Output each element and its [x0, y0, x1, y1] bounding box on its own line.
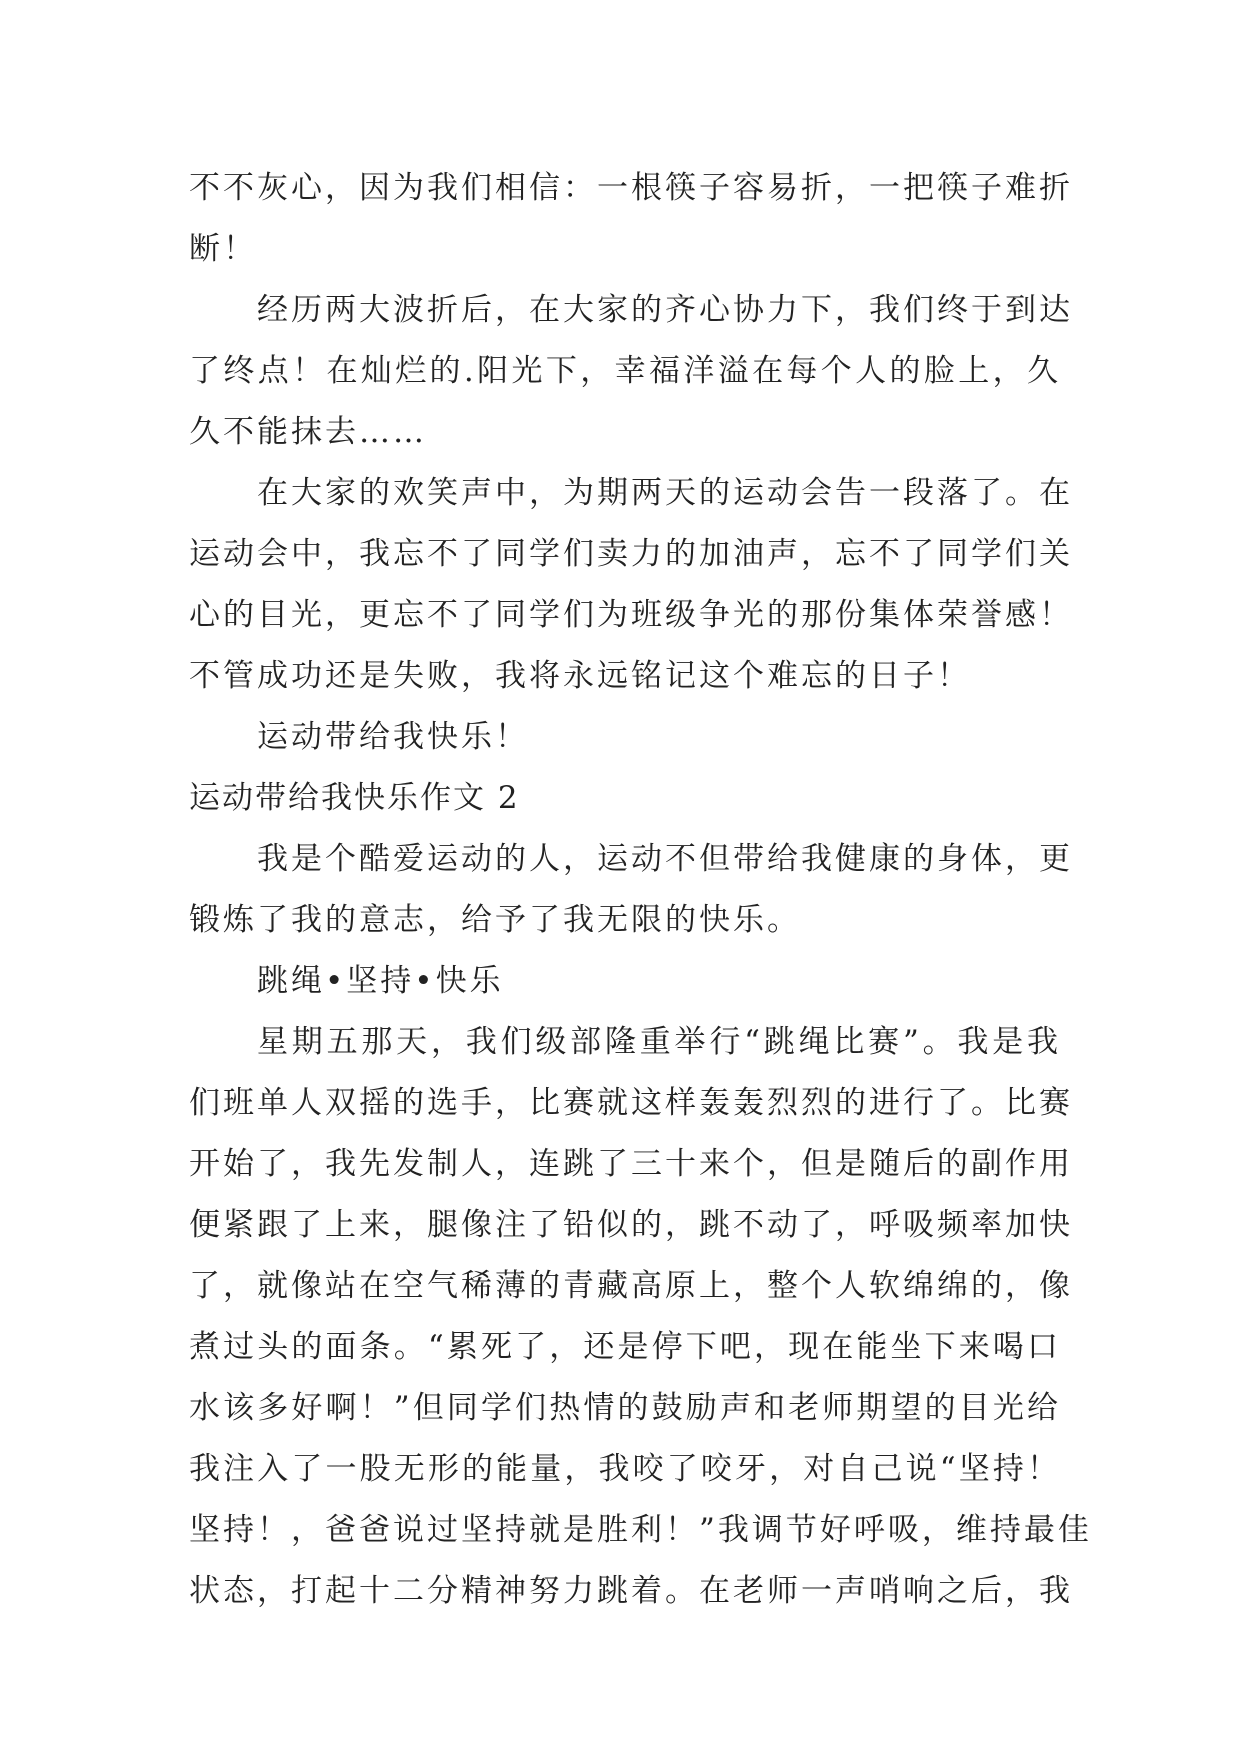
text-line: 们班单人双摇的选手，比赛就这样轰轰烈烈的进行了。比赛 [189, 1085, 1073, 1121]
text-line: 跳绳•坚持•快乐 [257, 963, 504, 999]
text-line: 久不能抹去…… [189, 414, 427, 450]
text-line: 了，就像站在空气稀薄的青藏高原上，整个人软绵绵的，像 [189, 1268, 1073, 1304]
text-line: 在大家的欢笑声中，为期两天的运动会告一段落了。在 [257, 475, 1073, 511]
text-line: 运动带给我快乐！ [257, 719, 529, 755]
text-line: 锻炼了我的意志，给予了我无限的快乐。 [189, 902, 801, 938]
document-body [189, 158, 1092, 1622]
text-line: 心的目光，更忘不了同学们为班级争光的那份集体荣誉感！ [189, 597, 1073, 633]
paragraph [189, 280, 1073, 463]
text-line: 状态，打起十二分精神努力跳着。在老师一声哨响之后，我 [189, 1573, 1073, 1609]
paragraph [189, 158, 1073, 280]
text-line: 煮过头的面条。“累死了，还是停下吧，现在能坐下来喝口 [189, 1329, 1061, 1365]
paragraph [189, 951, 1061, 1012]
section-title-text: 运动带给我快乐作文 2 [189, 780, 520, 816]
text-line: 经历两大波折后，在大家的齐心协力下，我们终于到达 [257, 292, 1073, 328]
paragraph [189, 829, 1073, 951]
text-line: 断！ [189, 231, 257, 267]
paragraph [189, 1012, 1092, 1622]
text-line: 水该多好啊！”但同学们热情的鼓励声和老师期望的目光给 [189, 1390, 1061, 1426]
text-line: 不不灰心，因为我们相信：一根筷子容易折，一把筷子难折 [189, 170, 1073, 206]
text-line: 运动会中，我忘不了同学们卖力的加油声，忘不了同学们关 [189, 536, 1073, 572]
paragraph [189, 707, 1061, 768]
text-line: 坚持！，爸爸说过坚持就是胜利！”我调节好呼吸，维持最佳 [189, 1512, 1092, 1548]
text-line: 星期五那天，我们级部隆重举行“跳绳比赛”。我是我 [257, 1024, 1061, 1060]
text-line: 了终点！在灿烂的.阳光下，幸福洋溢在每个人的脸上，久 [189, 353, 1061, 389]
text-line: 开始了，我先发制人，连跳了三十来个，但是随后的副作用 [189, 1146, 1073, 1182]
text-line: 不管成功还是失败，我将永远铭记这个难忘的日子！ [189, 658, 971, 694]
text-line: 我注入了一股无形的能量，我咬了咬牙，对自己说“坚持！ [189, 1451, 1061, 1487]
text-line: 便紧跟了上来，腿像注了铅似的，跳不动了，呼吸频率加快 [189, 1207, 1073, 1243]
section-title [189, 768, 1061, 829]
paragraph [189, 463, 1073, 707]
text-line: 我是个酷爱运动的人，运动不但带给我健康的身体，更 [257, 841, 1073, 877]
